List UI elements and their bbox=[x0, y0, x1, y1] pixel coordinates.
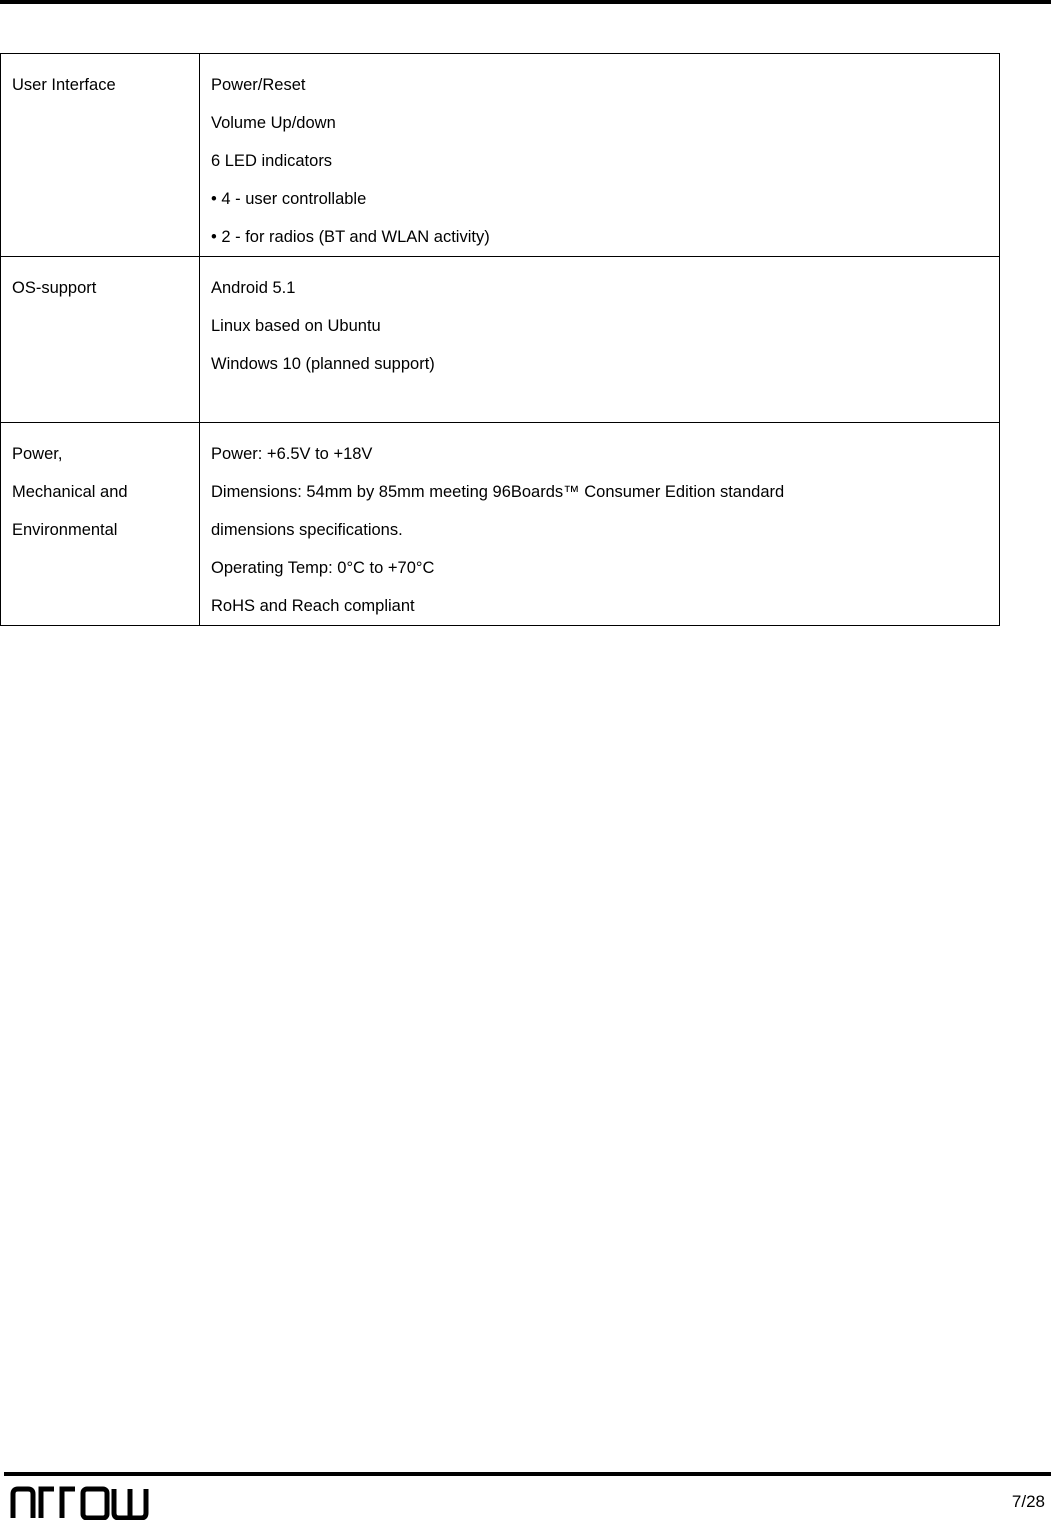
value-line: Linux based on Ubuntu bbox=[211, 317, 381, 335]
row-label-cell bbox=[1, 54, 200, 257]
value-line: Power/Reset bbox=[211, 76, 306, 94]
row-label: Environmental bbox=[12, 521, 118, 539]
row-value-cell bbox=[200, 54, 1000, 257]
row-label: Mechanical and bbox=[12, 483, 128, 501]
value-line: Power: +6.5V to +18V bbox=[211, 445, 373, 463]
footer-rule bbox=[4, 1472, 1051, 1476]
row-value-cell bbox=[200, 257, 1000, 423]
value-line: 6 LED indicators bbox=[211, 152, 333, 170]
value-line: Operating Temp: 0°C to +70°C bbox=[211, 559, 435, 577]
row-label: OS-support bbox=[12, 279, 97, 297]
row-label: User Interface bbox=[12, 76, 116, 94]
value-line: Dimensions: 54mm by 85mm meeting 96Boards™ Consumer Edition standard bbox=[211, 483, 785, 501]
value-line: RoHS and Reach compliant bbox=[211, 597, 415, 615]
value-line: dimensions specifications. bbox=[211, 521, 403, 539]
spec-table bbox=[0, 53, 1000, 626]
row-label: Power, bbox=[12, 445, 63, 463]
row-label-cell bbox=[1, 423, 200, 626]
value-line: Volume Up/down bbox=[211, 114, 336, 132]
value-line: Windows 10 (planned support) bbox=[211, 355, 435, 373]
row-value-cell bbox=[200, 423, 1000, 626]
value-line: • 2 - for radios (BT and WLAN activity) bbox=[211, 228, 490, 246]
value-line: Android 5.1 bbox=[211, 279, 296, 297]
table-row bbox=[1, 423, 1000, 626]
arrow-logo-icon bbox=[10, 1486, 150, 1525]
header-rule bbox=[0, 0, 1051, 4]
row-label-cell bbox=[1, 257, 200, 423]
table-row bbox=[1, 54, 1000, 257]
value-line: • 4 - user controllable bbox=[211, 190, 367, 208]
table-row bbox=[1, 257, 1000, 423]
page-number: 7/28 bbox=[1011, 1492, 1045, 1511]
